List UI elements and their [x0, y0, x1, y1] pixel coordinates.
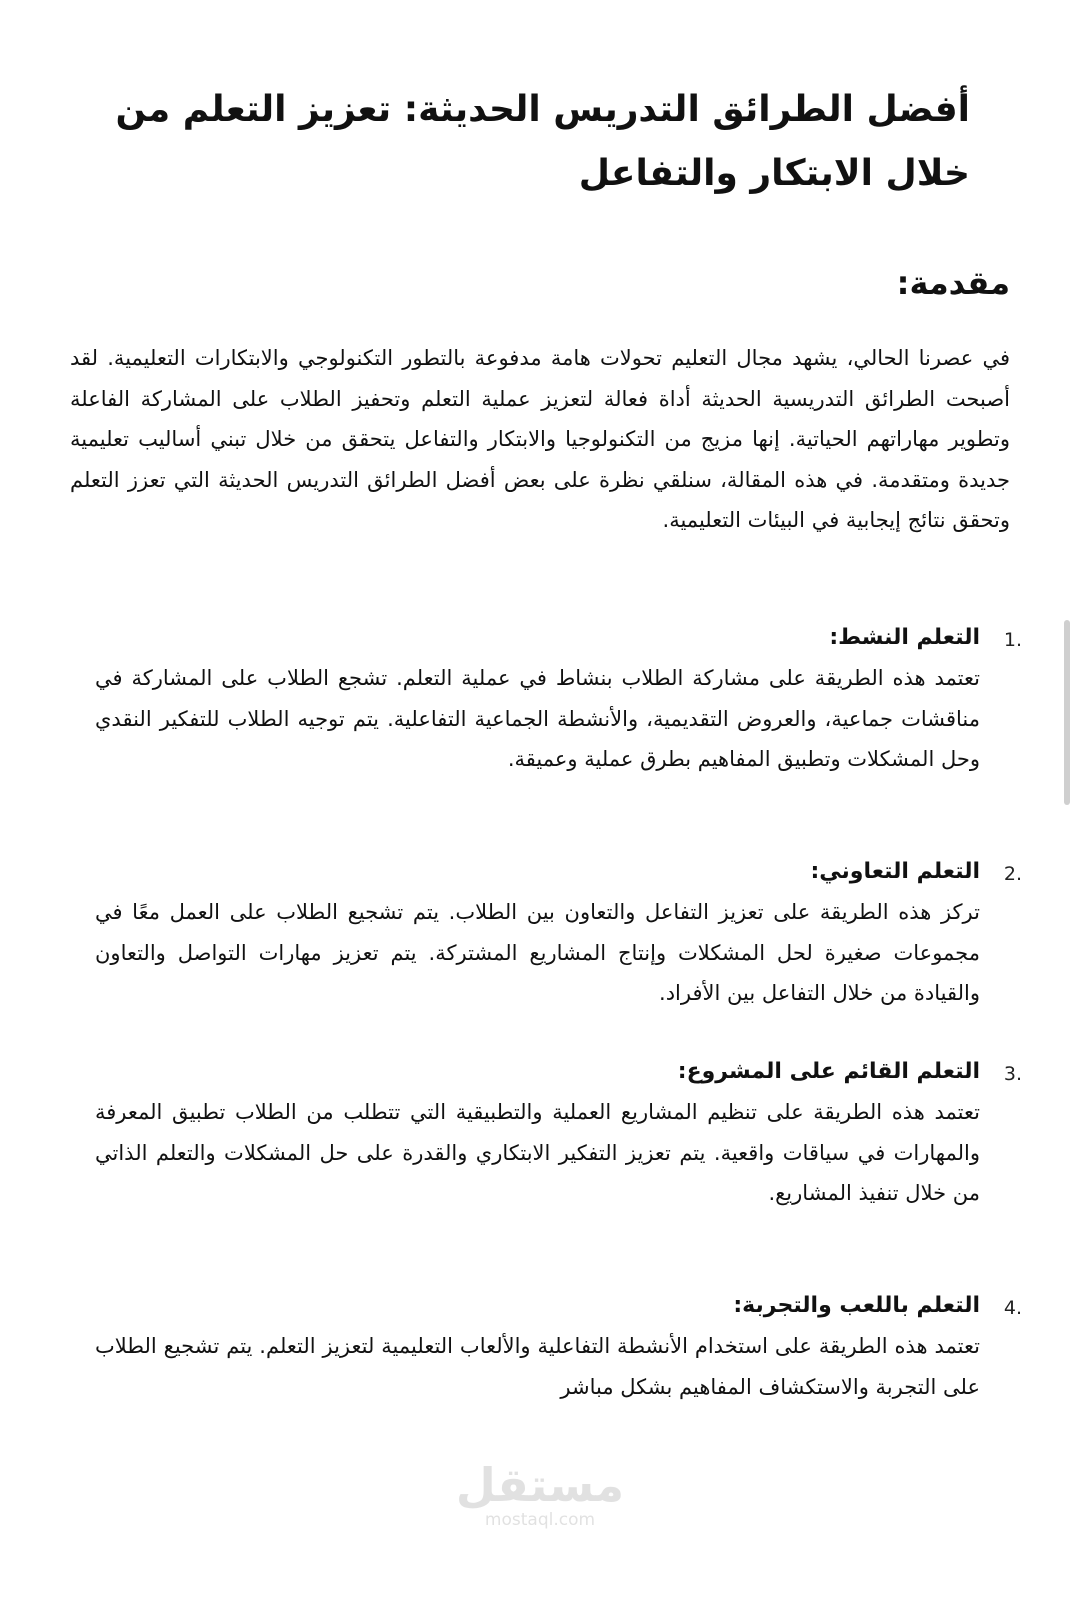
watermark [0, 1458, 1080, 1530]
section-body: تعتمد هذه الطريقة على تنظيم المشاريع العملية والتطبيقية التي تتطلب من الطلاب تطبيق المعرفة والمهارات في سياقات واقعية. يتم تعزيز التفكير الابتكاري والقدرة على حل المشكلات والتعلم الذاتي من خلال تنفيذ المشاريع. [95, 1100, 980, 1205]
intro-paragraph: في عصرنا الحالي، يشهد مجال التعليم تحولات هامة مدفوعة بالتطور التكنولوجي والابتكارات التعليمية. لقد أصبحت الطرائق التدريسية الحديثة أداة فعالة لتعزيز عملية التعلم وتحفيز الطلاب على المشاركة الفاعلة وتطوير مهاراتهم الحياتية. إنها مزيج من التكنولوجيا والابتكار والتفاعل يتحقق من خلال تبني أساليب تعليمية جديدة ومتقدمة. في هذه المقالة، سنلقي نظرة على بعض أفضل الطرائق التدريس الحديثة التي تعزز التعلم وتحقق نتائج إيجابية في البيئات التعليمية. [70, 346, 1010, 532]
list-item-number: 2. [1003, 863, 1022, 885]
list-item [95, 1286, 1022, 1407]
list-item-number: 1. [1003, 629, 1022, 651]
section-body: تركز هذه الطريقة على تعزيز التفاعل والتعاون بين الطلاب. يتم تشجيع الطلاب على العمل معًا في مجموعات صغيرة لحل المشكلات وإنتاج المشاريع المشتركة. يتم تعزيز مهارات التواصل والتعاون والقيادة من خلال التفاعل بين الأفراد. [95, 900, 980, 1005]
list-item-number: 4. [1003, 1297, 1022, 1319]
list-item [95, 618, 1022, 780]
section-heading: التعلم النشط: [829, 625, 980, 650]
watermark-site: mostaql.com [484, 1510, 596, 1530]
article-title: أفضل الطرائق التدريس الحديثة: تعزيز التعلم من خلال الابتكار والتفاعل [115, 89, 970, 194]
list-item [95, 852, 1022, 1014]
scrollbar-thumb[interactable] [1064, 620, 1070, 805]
section-body: تعتمد هذه الطريقة على مشاركة الطلاب بنشاط في عملية التعلم. تشجع الطلاب على المشاركة في مناقشات جماعية، والعروض التقديمية، والأنشطة الجماعية التفاعلية. يتم توجيه الطلاب للتفكير النقدي وحل المشكلات وتطبيق المفاهيم بطرق عملية وعميقة. [95, 666, 980, 771]
section-heading: التعلم التعاوني: [810, 859, 980, 884]
intro-heading: مقدمة: [896, 264, 1010, 302]
section-heading: التعلم القائم على المشروع: [677, 1059, 980, 1084]
list-item-number: 3. [1003, 1063, 1022, 1085]
section-body: تعتمد هذه الطريقة على استخدام الأنشطة التفاعلية والألعاب التعليمية لتعزيز التعلم. يتم تشجيع الطلاب على التجربة والاستكشاف المفاهيم بشكل مباشر [95, 1334, 980, 1399]
section-heading: التعلم باللعب والتجربة: [733, 1293, 980, 1318]
list-item [95, 1052, 1022, 1214]
watermark-logo: مستقل [455, 1458, 625, 1512]
